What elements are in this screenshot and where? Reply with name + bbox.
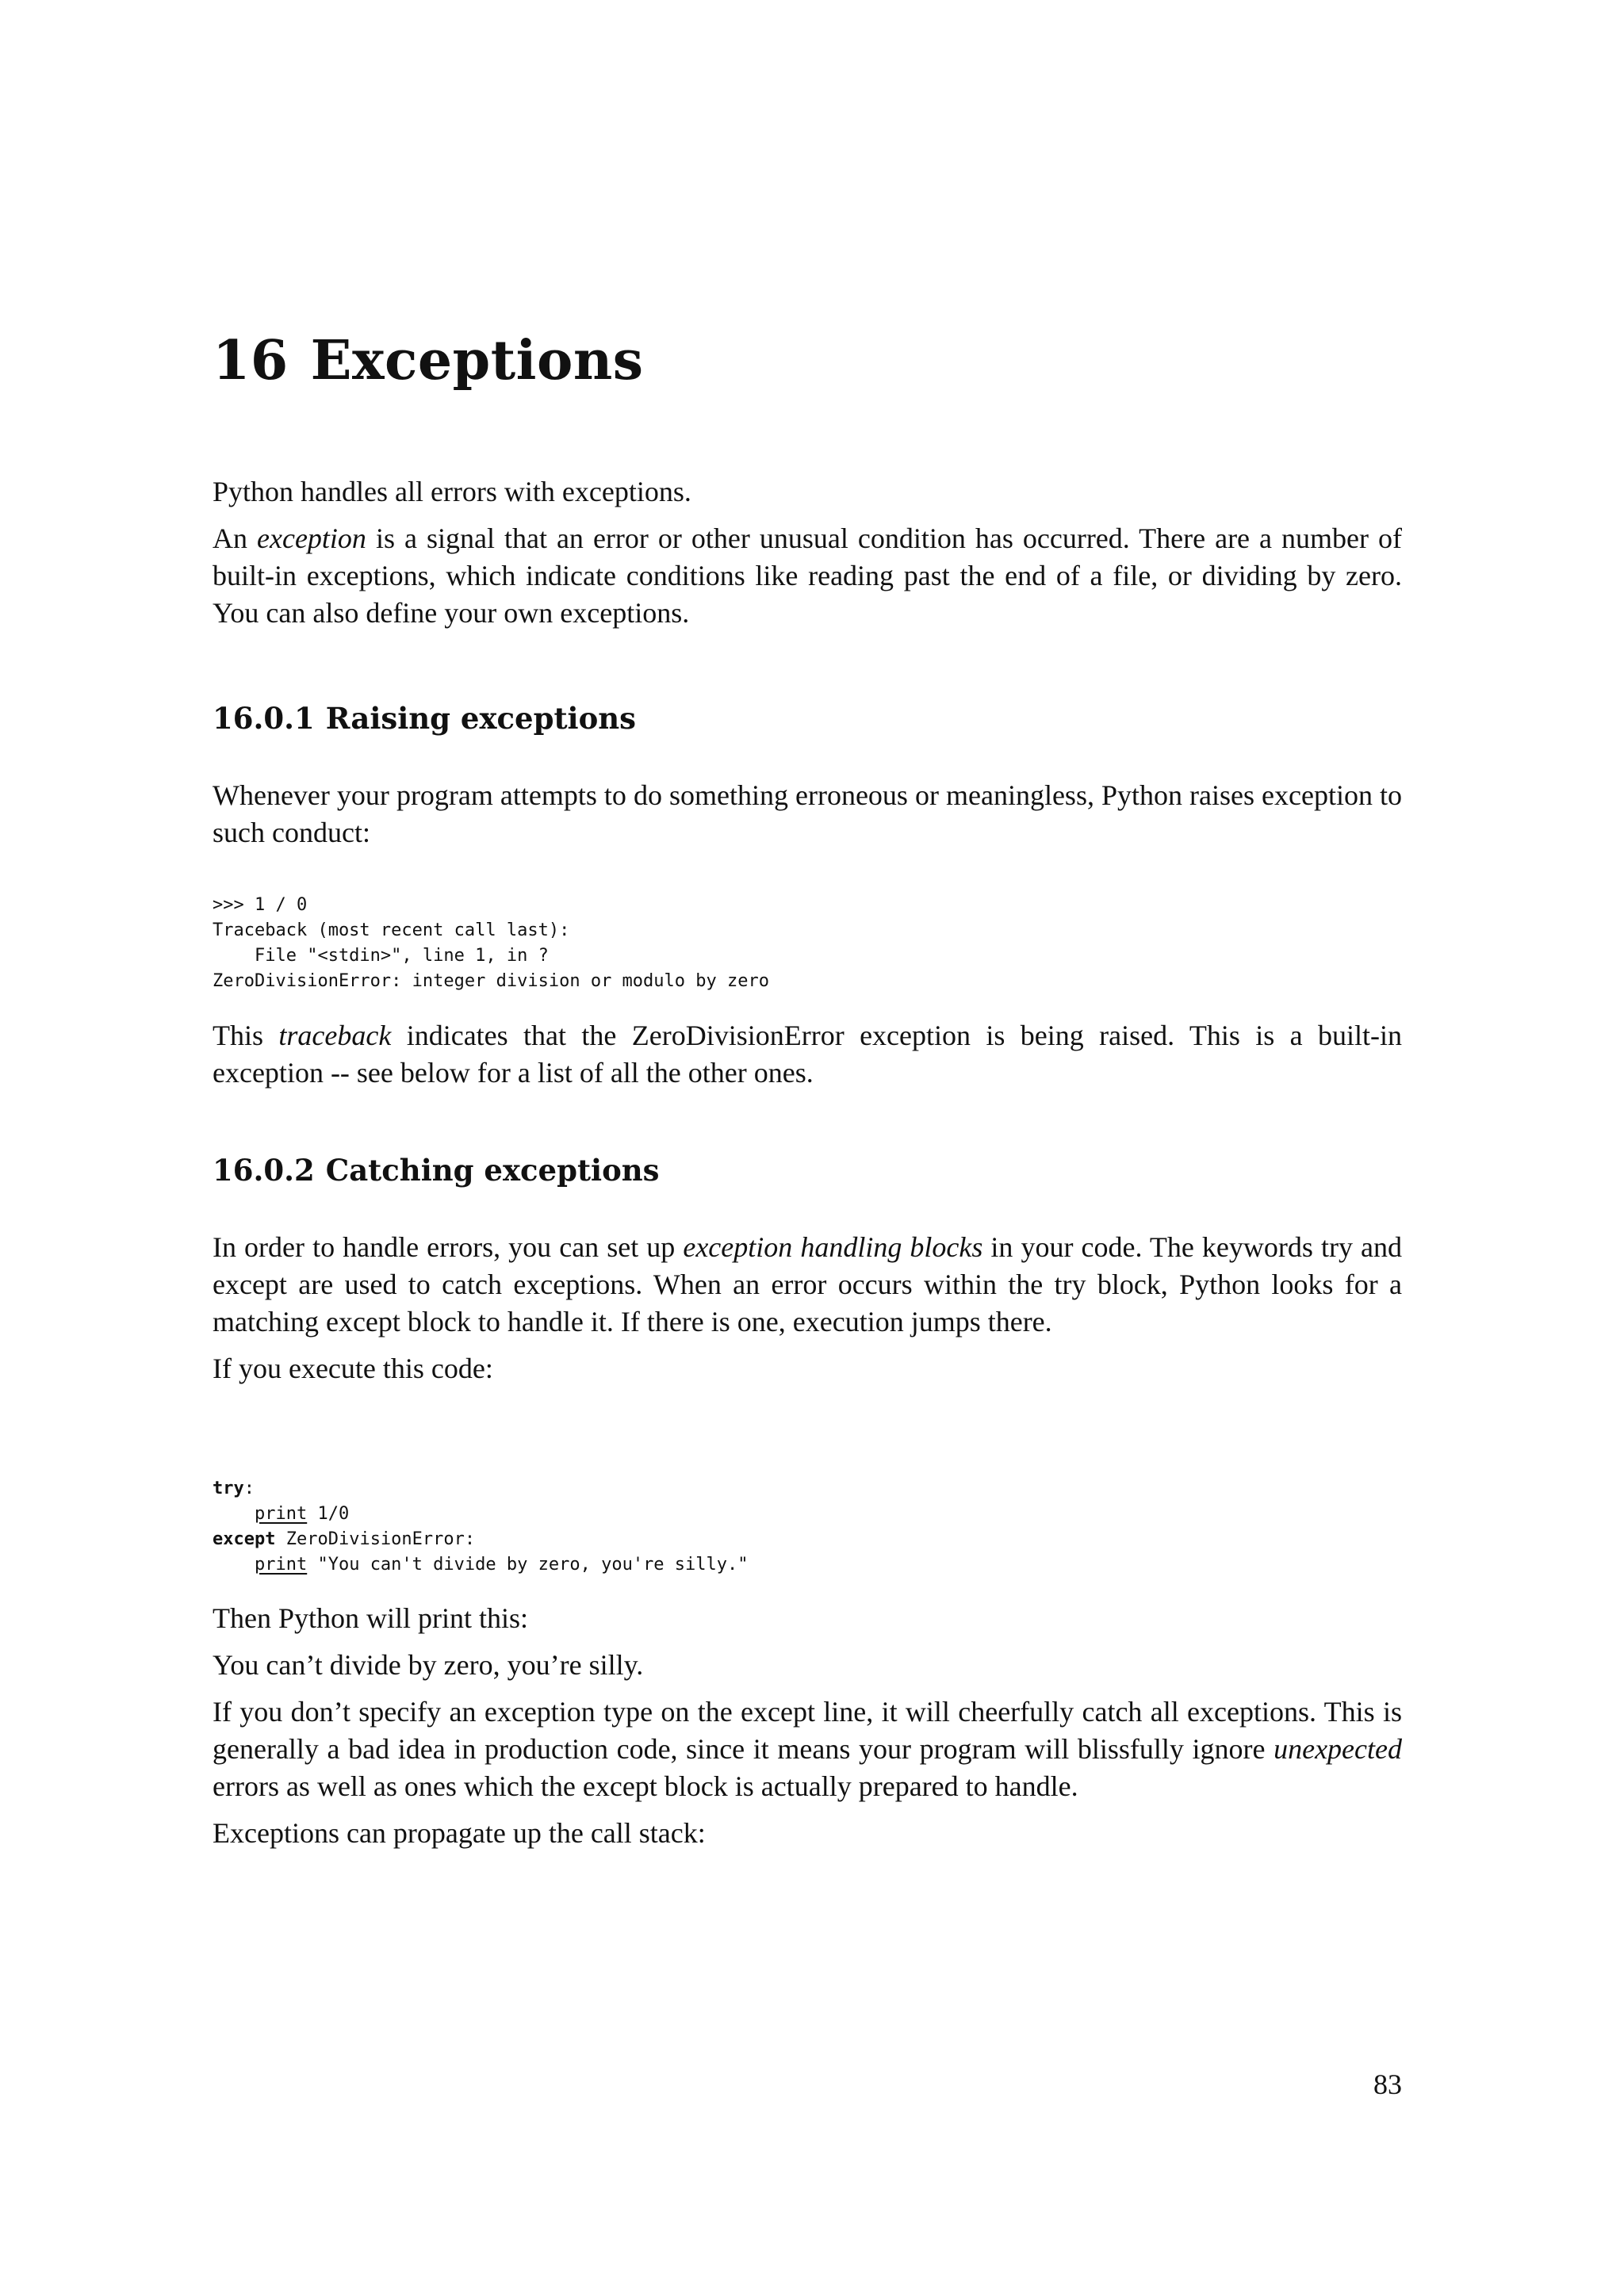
emphasis-unexpected: unexpected [1274,1733,1402,1765]
section-catching [213,1151,1402,1189]
code-text: ZeroDivisionError: [275,1529,476,1549]
catching-paragraph-3: Then Python will print this: [213,1602,529,1634]
code-line: Traceback (most recent call last): [213,920,570,940]
code-text: 1/0 [307,1504,350,1524]
catching-paragraph-5 [213,1693,1402,1805]
text-run: errors as well as ones which the except block is actually prepared to handle. [213,1770,1078,1802]
section-catching-body-2 [213,1600,1402,1862]
code-line: ZeroDivisionError: integer division or modulo by zero [213,971,769,991]
section-raising-body [213,777,1402,861]
code-indent [213,1504,255,1524]
chapter-heading [213,325,644,396]
code-line [213,1527,1402,1552]
keyword-try: try [213,1479,244,1498]
text-run: in your code. The keywords try and except are used to catch exceptions. When an error occurs within the try block, Python looks for a matching except block to handle it. If there is one, execution jumps there. [213,1231,1402,1337]
code-indent [213,1555,255,1575]
keyword-print: print [254,1504,308,1524]
catching-paragraph-4: You can’t divide by zero, you’re silly. [213,1649,644,1681]
section-raising [213,699,1402,737]
raising-paragraph-2 [213,1017,1402,1092]
catching-paragraph-2: If you execute this code: [213,1353,493,1384]
section-number: 16.0.2 [213,1153,315,1188]
document-page [213,0,1402,2296]
emphasis-exception: exception [257,522,366,554]
section-catching-body [213,1229,1402,1397]
text-run: In order to handle errors, you can set up [213,1231,684,1263]
raising-paragraph-1: Whenever your program attempts to do something erroneous or meaningless, Python raises exception to such conduct: [213,779,1402,848]
text-run: is a signal that an error or other unusual condition has occurred. There are a number of built-in exceptions, which indicate conditions like reading past the end of a file, or dividing by zero. You can also define your own exceptions. [213,522,1402,629]
code-line [213,1476,1402,1502]
intro-paragraph-1: Python handles all errors with exceptions. [213,476,691,507]
section-heading-catching [213,1151,1402,1189]
emphasis-traceback: traceback [278,1020,392,1051]
code-text: "You can't divide by zero, you're silly." [307,1555,749,1575]
section-title: Catching exceptions [325,1153,660,1188]
section-raising-body-2 [213,1017,1402,1101]
chapter-title-text: Exceptions [310,329,644,392]
traceback-code-block [213,893,1402,994]
code-line [213,1552,1402,1578]
code-line: >>> 1 / 0 [213,895,308,915]
code-line: File "<stdin>", line 1, in ? [213,946,549,966]
keyword-print: print [254,1555,308,1575]
text-run: An [213,522,258,554]
keyword-except: except [213,1529,276,1549]
chapter-number: 16 [213,329,289,392]
section-number: 16.0.1 [213,701,315,736]
section-heading-raising [213,699,1402,737]
code-text: : [243,1479,255,1498]
section-title: Raising exceptions [325,701,637,736]
intro-block [213,473,1402,641]
catching-paragraph-1 [213,1229,1402,1341]
text-run: This [213,1020,279,1051]
catching-paragraph-6: Exceptions can propagate up the call stack: [213,1817,706,1849]
code-line [213,1502,1402,1527]
try-except-code-block [213,1476,1402,1578]
text-run: indicates that the ZeroDivisionError exception is being raised. This is a built-in exception -- see below for a list of all the other ones. [213,1020,1402,1089]
page-number: 83 [1373,2068,1402,2100]
text-run: If you don’t specify an exception type on the except line, it will cheerfully catch all exceptions. This is generally a bad idea in production code, since it means your program will blissfully ignore [213,1696,1402,1765]
intro-paragraph-2 [213,520,1402,632]
emphasis-exception-handling-blocks: exception handling blocks [683,1231,983,1263]
